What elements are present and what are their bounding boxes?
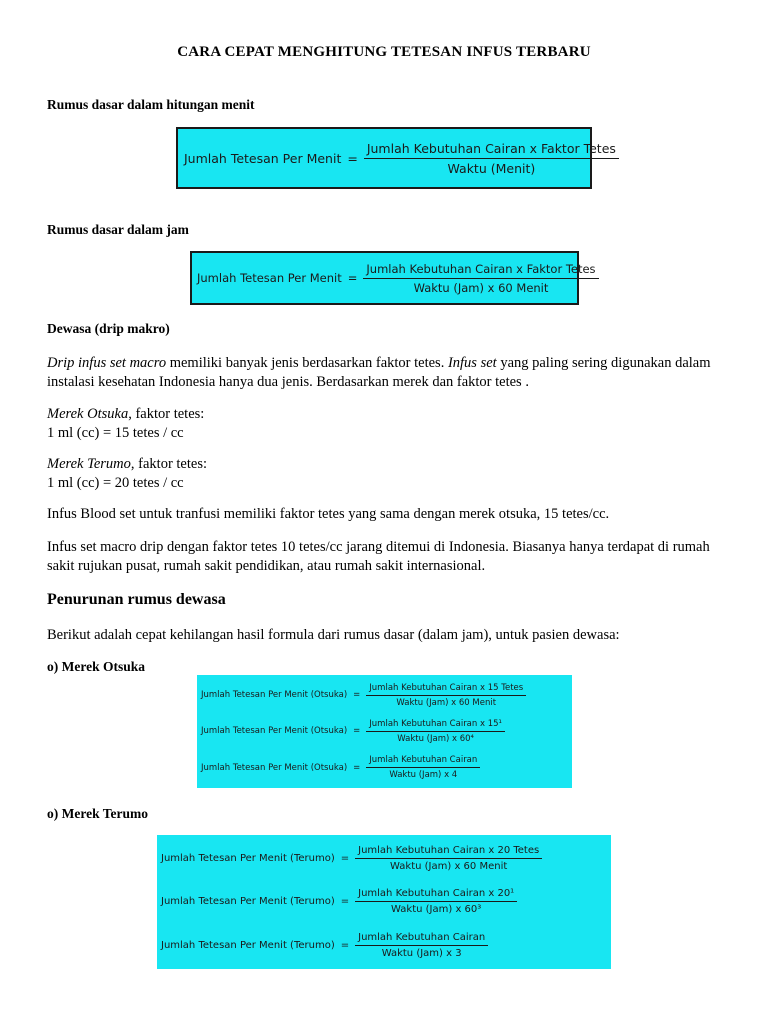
paragraph-penurunan-intro: Berikut adalah cepat kehilangan hasil formula dari rumus dasar (dalam jam), untuk pasien dewasa:: [47, 627, 620, 643]
formula-denominator: Waktu (Jam) x 60⁴: [397, 733, 474, 744]
otsuka-factor: 1 ml (cc) = 15 tetes / cc: [47, 425, 184, 441]
formula-numerator: Jumlah Kebutuhan Cairan: [358, 931, 486, 943]
paragraph-terumo: [47, 455, 727, 493]
formula-lhs: Jumlah Tetesan Per Menit (Otsuka): [201, 762, 348, 773]
formula-denominator: Waktu (Jam) x 60 Menit: [390, 861, 508, 873]
formula-equals: =: [353, 690, 361, 701]
formula-numerator: Jumlah Kebutuhan Cairan: [369, 755, 478, 766]
formula-row: [201, 719, 505, 744]
formula-numerator: Jumlah Kebutuhan Cairan x Faktor Tetes: [366, 140, 616, 156]
heading-otsuka: o) Merek Otsuka: [47, 659, 145, 674]
formula-numerator: Jumlah Kebutuhan Cairan x 15 Tetes: [369, 682, 524, 693]
formula-row: [201, 683, 526, 708]
paragraph-blood-set: Infus Blood set untuk tranfusi memiliki faktor tetes yang sama dengan merek otsuka, 15 tetes/cc.: [47, 506, 610, 522]
term-merek-otsuka: Merek Otsuka: [47, 406, 129, 422]
formula-numerator: Jumlah Kebutuhan Cairan x 20¹: [358, 888, 515, 900]
formula-equals: =: [347, 150, 358, 166]
formula-lhs: Jumlah Tetesan Per Menit: [184, 150, 342, 166]
formula-numerator: Jumlah Kebutuhan Cairan x Faktor Tetes: [366, 261, 596, 276]
formula-terumo: [157, 835, 611, 969]
formula-numerator: Jumlah Kebutuhan Cairan x 20 Tetes: [358, 845, 540, 857]
heading-jam: Rumus dasar dalam jam: [47, 222, 189, 237]
page-title: CARA CEPAT MENGHITUNG TETESAN INFUS TERBARU: [177, 44, 591, 60]
heading-dewasa: Dewasa (drip makro): [47, 321, 170, 336]
formula-denominator: Waktu (Menit): [447, 160, 536, 176]
paragraph-drip-macro: [47, 354, 727, 392]
formula-lhs: Jumlah Tetesan Per Menit: [197, 271, 342, 285]
formula-numerator: Jumlah Kebutuhan Cairan x 15¹: [369, 718, 502, 729]
formula-denominator: Waktu (Jam) x 60³: [391, 904, 482, 916]
formula-equals: =: [347, 271, 358, 285]
formula-otsuka: [197, 675, 572, 788]
text-segment: , faktor tetes:: [130, 456, 208, 472]
text-segment: yang paling sering digunakan dalam instalasi kesehatan Indonesia hanya dua jenis. Berdasarkan merek dan faktor tetes .: [47, 355, 711, 390]
paragraph-otsuka: [47, 405, 727, 443]
heading-menit: Rumus dasar dalam hitungan menit: [47, 97, 255, 112]
formula-lhs: Jumlah Tetesan Per Menit (Terumo): [161, 853, 335, 865]
formula-menit: [176, 127, 616, 189]
formula-equals: =: [353, 726, 361, 737]
formula-denominator: Waktu (Jam) x 4: [389, 770, 458, 781]
term-merek-terumo: Merek Terumo: [47, 456, 131, 472]
formula-denominator: Waktu (Jam) x 60 Menit: [413, 280, 549, 295]
paragraph-macro-drip: Infus set macro drip dengan faktor tetes 10 tetes/cc jarang ditemui di Indonesia. Biasanya hanya terdapat di rumah sakit rujukan pusat, rumah sakit pendidikan, atau rumah sakit internasional.: [47, 539, 710, 574]
formula-lhs: Jumlah Tetesan Per Menit (Otsuka): [201, 690, 348, 701]
formula-row: [161, 932, 488, 959]
text-segment: memiliki banyak jenis berdasarkan faktor tetes.: [166, 355, 448, 371]
formula-denominator: Waktu (Jam) x 60 Menit: [396, 697, 497, 708]
term-infus-set: Infus set: [447, 355, 497, 371]
heading-terumo: o) Merek Terumo: [47, 806, 148, 821]
formula-equals: =: [340, 896, 350, 908]
heading-penurunan: Penurunan rumus dewasa: [47, 591, 226, 608]
formula-lhs: Jumlah Tetesan Per Menit (Otsuka): [201, 726, 348, 737]
term-drip-infus-set-macro: Drip infus set macro: [47, 355, 167, 371]
formula-equals: =: [353, 762, 361, 773]
formula-row: [201, 755, 480, 780]
formula-lhs: Jumlah Tetesan Per Menit (Terumo): [161, 939, 335, 951]
formula-row: [161, 888, 517, 915]
formula-lhs: Jumlah Tetesan Per Menit (Terumo): [161, 896, 335, 908]
terumo-factor: 1 ml (cc) = 20 tetes / cc: [47, 475, 184, 491]
formula-row: [161, 845, 542, 872]
formula-equals: =: [340, 939, 350, 951]
formula-jam: [190, 251, 596, 305]
text-segment: , faktor tetes:: [128, 406, 205, 422]
formula-equals: =: [340, 853, 350, 865]
formula-denominator: Waktu (Jam) x 3: [381, 947, 462, 959]
